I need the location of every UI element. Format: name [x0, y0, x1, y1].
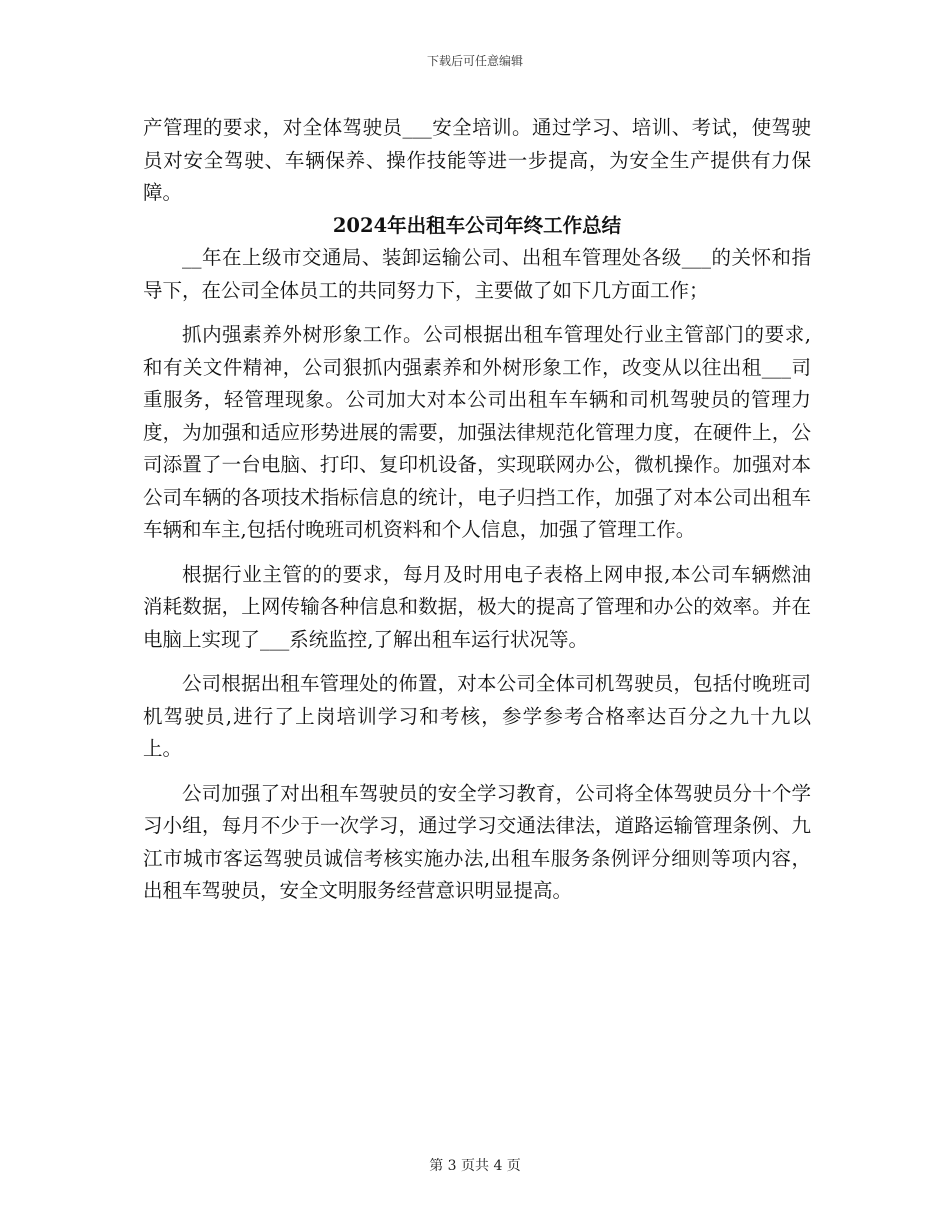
document-title: 2024年出租车公司年终工作总结	[332, 213, 622, 237]
page-header: 下载后可任意编辑	[426, 54, 523, 68]
paragraph-1: __年在上级市交通局、装卸运输公司、出租车管理处各级___的关怀和指导下，在公司全体员工的共同努力下，主要做了如下几方面工作；	[143, 246, 811, 302]
paragraph-2: 抓内强素养外树形象工作。公司根据出租车管理处行业主管部门的要求,和有关文件精神，公司狠抓内强素养和外树形象工作，改变从以往出租___司重服务，轻管理现象。公司加大对本公司出租车车辆和司机驾驶员的管理力度，为加强和适应形势进展的需要，加强法律规范化管理力度，在硬件上，公司添置了一台电脑、打印、复印机设备，实现联网办公，微机操作。加强对本公司车辆的各项技术指标信息的统计，电子归挡工作，加强了对本公司出租车车辆和车主,包括付晚班司机资料和个人信息，加强了管理工作。	[143, 323, 811, 541]
document-body	[143, 112, 811, 908]
intro-paragraph: 产管理的要求，对全体驾驶员___安全培训。通过学习、培训、考试，使驾驶员对安全驾驶、车辆保养、操作技能等进一步提高，为安全生产提供有力保障。	[143, 116, 811, 204]
paragraph-4: 公司根据出租车管理处的佈置，对本公司全体司机驾驶员，包括付晚班司机驾驶员,进行了上岗培训学习和考核，参学参考合格率达百分之九十九以上。	[143, 672, 811, 760]
paragraph-3: 根据行业主管的的要求，每月及时用电子表格上网申报,本公司车辆燃油消耗数据，上网传输各种信息和数据，极大的提高了管理和办公的效率。并在电脑上实现了___系统监控,了解出租车运行状况等。	[143, 562, 811, 651]
page-footer: 第 3 页共 4 页	[429, 1158, 521, 1174]
paragraph-5: 公司加强了对出租车驾驶员的安全学习教育，公司将全体驾驶员分十个学习小组，每月不少于一次学习，通过学习交通法律法，道路运输管理条例、九江市城市客运驾驶员诚信考核实施办法,出租车服务条例评分细则等项内容，出租车驾驶员，安全文明服务经营意识明显提高。	[143, 781, 811, 902]
